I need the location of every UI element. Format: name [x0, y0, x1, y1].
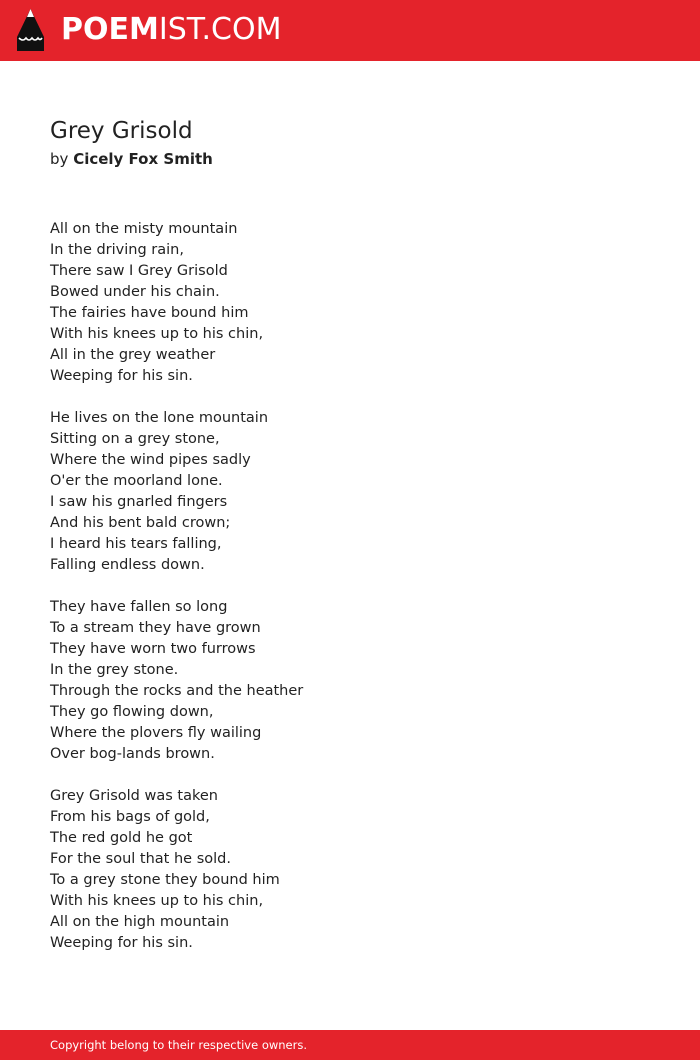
logo-light-text: IST.COM	[158, 12, 282, 47]
poem-line: To a stream they have grown	[50, 620, 261, 636]
by-label: by	[50, 150, 69, 168]
poem-line: Where the plovers fly wailing	[50, 725, 262, 741]
poem-line: All on the high mountain	[50, 914, 230, 930]
poem-line: For the soul that he sold.	[50, 851, 231, 867]
poem-line: I saw his gnarled fingers	[50, 494, 228, 510]
poem-line: There saw I Grey Grisold	[50, 263, 228, 279]
poem-line: In the grey stone.	[50, 662, 179, 678]
copyright-notice: Copyright belong to their respective owners.	[50, 1038, 308, 1052]
poem-line: With his knees up to his chin,	[50, 893, 264, 909]
site-logo[interactable]	[61, 12, 281, 48]
poem-line: He lives on the lone mountain	[50, 410, 269, 426]
author-name: Cicely Fox Smith	[73, 150, 213, 168]
poem-line: Sitting on a grey stone,	[50, 431, 220, 447]
poem-line: The fairies have bound him	[50, 305, 249, 321]
poem-line: Through the rocks and the heather	[50, 683, 304, 699]
stanza	[50, 219, 303, 387]
stanza	[50, 597, 303, 765]
poem-line: They have worn two furrows	[50, 641, 256, 657]
poem-line: They go flowing down,	[50, 704, 214, 720]
poem-line: From his bags of gold,	[50, 809, 210, 825]
site-footer	[0, 1030, 700, 1060]
poem-line: Grey Grisold was taken	[50, 788, 218, 804]
poem-line: O'er the moorland lone.	[50, 473, 223, 489]
poem-line: They have fallen so long	[50, 599, 228, 615]
poem-line: The red gold he got	[50, 830, 193, 846]
site-header	[0, 0, 700, 61]
poem-line: All on the misty mountain	[50, 221, 238, 237]
poem-body	[50, 219, 303, 975]
poem-line: To a grey stone they bound him	[50, 872, 280, 888]
poem-title: Grey Grisold	[50, 118, 193, 144]
poem-line: I heard his tears falling,	[50, 536, 222, 552]
byline	[50, 149, 213, 169]
poem-line: In the driving rain,	[50, 242, 184, 258]
pencil-tip-icon[interactable]	[17, 9, 44, 51]
poem-line: Where the wind pipes sadly	[50, 452, 251, 468]
stanza	[50, 786, 303, 954]
poem-line: Falling endless down.	[50, 557, 205, 573]
poem-line: With his knees up to his chin,	[50, 326, 264, 342]
poem-line: Weeping for his sin.	[50, 935, 193, 951]
poem-line: And his bent bald crown;	[50, 515, 231, 531]
poem-line: Weeping for his sin.	[50, 368, 193, 384]
poem-line: All in the grey weather	[50, 347, 216, 363]
poem-line: Bowed under his chain.	[50, 284, 220, 300]
stanza	[50, 408, 303, 576]
poem-line: Over bog-lands brown.	[50, 746, 215, 762]
logo-bold-text: POEM	[61, 12, 159, 47]
